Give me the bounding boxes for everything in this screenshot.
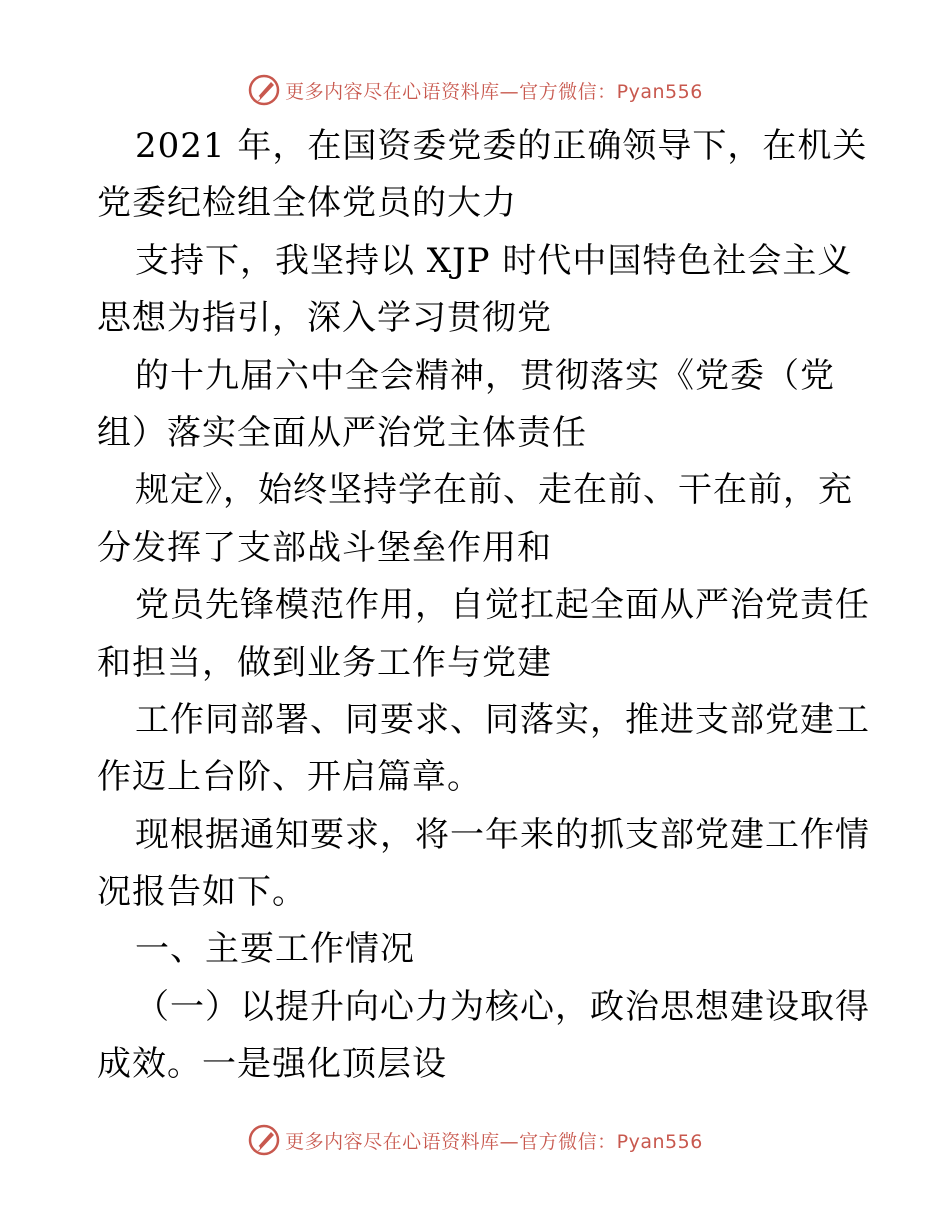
text-line: 和担当，做到业务工作与党建 bbox=[97, 642, 552, 683]
text-line: 党委纪检组全体党员的大力 bbox=[97, 183, 517, 224]
text-line: 的十九届六中全会精神，贯彻落实《党委（党 bbox=[135, 355, 835, 396]
text-line: 况报告如下。 bbox=[97, 872, 307, 913]
header-banner bbox=[0, 70, 950, 110]
document-body bbox=[97, 118, 870, 1094]
pen-logo-icon bbox=[247, 73, 281, 107]
text-line: 党员先锋模范作用，自觉扛起全面从严治党责任 bbox=[135, 585, 870, 626]
text-line: 现根据通知要求，将一年来的抓支部党建工作情 bbox=[135, 814, 870, 855]
banner-text: 更多内容尽在心语资料库—官方微信：Pyan556 bbox=[285, 80, 703, 103]
text-line: （一）以提升向心力为核心，政治思想建设取得 bbox=[135, 986, 870, 1027]
text-line: 支持下，我坚持以 XJP 时代中国特色社会主义 bbox=[135, 240, 853, 281]
pen-logo-icon bbox=[247, 1123, 281, 1157]
section-heading: 一、主要工作情况 bbox=[135, 929, 415, 970]
text-line: 思想为指引，深入学习贯彻党 bbox=[97, 298, 552, 339]
text-line: 工作同部署、同要求、同落实，推进支部党建工 bbox=[135, 699, 870, 740]
text-line: 成效。一是强化顶层设 bbox=[97, 1044, 447, 1085]
text-line: 分发挥了支部战斗堡垒作用和 bbox=[97, 527, 552, 568]
text-line: 作迈上台阶、开启篇章。 bbox=[97, 757, 482, 798]
text-line: 组）落实全面从严治党主体责任 bbox=[97, 412, 587, 453]
text-line: 2021 年，在国资委党委的正确领导下，在机关 bbox=[135, 126, 868, 166]
banner-text: 更多内容尽在心语资料库—官方微信：Pyan556 bbox=[285, 1130, 703, 1153]
text-line: 规定》，始终坚持学在前、走在前、干在前，充 bbox=[135, 470, 853, 511]
footer-banner bbox=[0, 1120, 950, 1160]
